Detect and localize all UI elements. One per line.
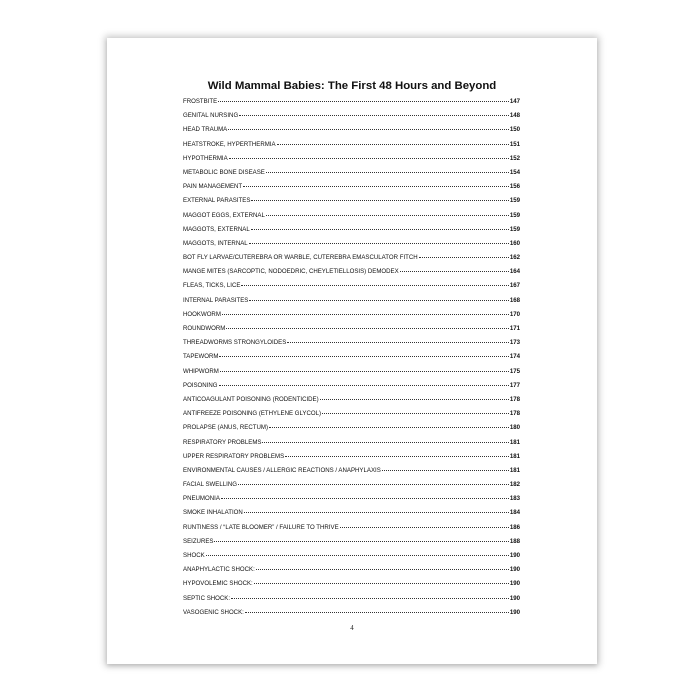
dot-leader	[254, 583, 509, 584]
dot-leader	[251, 229, 509, 230]
dot-leader	[285, 456, 509, 457]
toc-entry-label: TAPEWORM	[183, 353, 219, 361]
toc-entry[interactable]	[183, 509, 520, 523]
toc-entry-page-number: 183	[509, 495, 520, 503]
toc-entry-page-number: 178	[509, 410, 520, 418]
toc-entry[interactable]	[183, 98, 520, 112]
toc-entry-page-number: 173	[509, 339, 520, 347]
toc-entry-label: HOOKWORM	[183, 310, 221, 318]
toc-entry-page-number: 152	[509, 154, 520, 162]
toc-entry[interactable]	[183, 112, 520, 126]
dot-leader	[262, 442, 508, 443]
toc-entry-label: HYPOTHERMIA	[183, 154, 228, 162]
toc-entry-page-number: 188	[509, 537, 520, 545]
toc-entry-label: MAGGOTS, EXTERNAL	[183, 225, 250, 233]
dot-leader	[241, 285, 508, 286]
toc-entry-page-number: 147	[509, 98, 520, 105]
dot-leader	[219, 385, 509, 386]
toc-entry[interactable]	[183, 524, 520, 538]
dot-leader	[266, 172, 509, 173]
toc-entry-page-number: 170	[509, 310, 520, 318]
dot-leader	[226, 328, 509, 329]
dot-leader	[214, 541, 508, 542]
document-page	[107, 38, 597, 664]
toc-entry-page-number: 148	[509, 112, 520, 120]
toc-entry-label: SMOKE INHALATION	[183, 509, 243, 517]
toc-entry[interactable]	[183, 382, 520, 396]
toc-entry[interactable]	[183, 339, 520, 353]
toc-entry[interactable]	[183, 368, 520, 382]
toc-entry[interactable]	[183, 580, 520, 594]
toc-entry-page-number: 162	[509, 254, 520, 262]
toc-entry[interactable]	[183, 254, 520, 268]
toc-entry-label: SEPTIC SHOCK:	[183, 594, 231, 602]
table-of-contents	[183, 98, 520, 623]
page-title: Wild Mammal Babies: The First 48 Hours and Beyond	[207, 80, 497, 92]
dot-leader	[238, 484, 509, 485]
toc-entry-page-number: 190	[509, 552, 520, 559]
toc-entry-page-number: 159	[509, 211, 520, 219]
dot-leader	[218, 101, 509, 102]
toc-entry-label: WHIPWORM	[183, 367, 219, 375]
toc-entry-page-number: 167	[509, 282, 520, 290]
toc-entry[interactable]	[183, 353, 520, 367]
dot-leader	[251, 200, 508, 201]
toc-entry-page-number: 159	[509, 225, 520, 233]
toc-entry-label: EXTERNAL PARASITES	[183, 197, 251, 205]
toc-entry-page-number: 190	[509, 594, 520, 602]
toc-entry[interactable]	[183, 566, 520, 580]
dot-leader	[400, 271, 509, 272]
dot-leader	[320, 399, 509, 400]
toc-entry[interactable]	[183, 396, 520, 410]
toc-entry-label: BOT FLY LARVAE/CUTEREBRA OR WARBLE, CUTEREBRA EMASCULATOR FITCH	[183, 254, 418, 262]
toc-entry-label: POISONING	[183, 381, 218, 389]
dot-leader	[287, 342, 509, 343]
toc-entry[interactable]	[183, 126, 520, 140]
toc-entry[interactable]	[183, 240, 520, 254]
toc-entry-label: SEIZURES	[183, 537, 214, 545]
toc-entry-page-number: 186	[509, 523, 520, 531]
toc-entry-page-number: 159	[509, 197, 520, 205]
dot-leader	[419, 257, 509, 258]
dot-leader	[266, 215, 509, 216]
toc-entry-page-number: 190	[509, 608, 520, 616]
toc-entry-page-number: 181	[509, 452, 520, 460]
toc-entry-label: GENITAL NURSING	[183, 112, 239, 120]
dot-leader	[239, 115, 509, 116]
toc-entry[interactable]	[183, 481, 520, 495]
toc-entry[interactable]	[183, 325, 520, 339]
toc-entry-label: THREADWORMS STRONGYLOIDES	[183, 339, 287, 347]
dot-leader	[277, 144, 509, 145]
toc-entry-label: VASOGENIC SHOCK:	[183, 608, 244, 616]
dot-leader	[219, 356, 508, 357]
dot-leader	[231, 598, 509, 599]
toc-entry-page-number: 190	[509, 566, 520, 574]
toc-entry-label: FROSTBITE	[183, 98, 218, 105]
toc-entry-page-number: 190	[509, 580, 520, 588]
toc-entry-label: ANTIFREEZE POISONING (ETHYLENE GLYCOL)	[183, 410, 322, 418]
toc-entry[interactable]	[183, 311, 520, 325]
toc-entry-label: FACIAL SWELLING	[183, 481, 237, 489]
toc-entry[interactable]	[183, 538, 520, 552]
dot-leader	[269, 427, 509, 428]
dot-leader	[221, 498, 509, 499]
toc-entry[interactable]	[183, 212, 520, 226]
toc-entry-label: METABOLIC BONE DISEASE	[183, 168, 265, 176]
toc-entry-label: PNEUMONIA	[183, 495, 220, 503]
dot-leader	[245, 612, 509, 613]
toc-entry-page-number: 175	[509, 367, 520, 375]
toc-entry-label: FLEAS, TICKS, LICE	[183, 282, 241, 290]
toc-entry-page-number: 164	[509, 268, 520, 276]
toc-entry-label: UPPER RESPIRATORY PROBLEMS	[183, 452, 285, 460]
toc-entry[interactable]	[183, 169, 520, 183]
toc-entry[interactable]	[183, 552, 520, 566]
toc-entry[interactable]	[183, 424, 520, 438]
toc-entry-label: PROLAPSE (ANUS, RECTUM)	[183, 424, 268, 432]
toc-entry[interactable]	[183, 439, 520, 453]
dot-leader	[256, 569, 509, 570]
toc-entry-label: ANAPHYLACTIC SHOCK:	[183, 566, 255, 574]
toc-entry[interactable]	[183, 453, 520, 467]
toc-entry-label: HYPOVOLEMIC SHOCK:	[183, 580, 253, 588]
dot-leader	[382, 470, 509, 471]
toc-entry-label: MAGGOTS, INTERNAL	[183, 239, 248, 247]
toc-entry-page-number: 150	[509, 126, 520, 134]
toc-entry-label: ANTICOAGULANT POISONING (RODENTICIDE)	[183, 395, 319, 403]
toc-entry[interactable]	[183, 268, 520, 282]
toc-entry[interactable]	[183, 183, 520, 197]
toc-entry-label: SHOCK	[183, 552, 205, 559]
dot-leader	[220, 371, 509, 372]
toc-entry[interactable]	[183, 155, 520, 169]
toc-entry[interactable]	[183, 282, 520, 296]
toc-entry-page-number: 151	[509, 140, 520, 148]
toc-entry-label: INTERNAL PARASITES	[183, 296, 249, 304]
toc-entry-page-number: 181	[509, 438, 520, 446]
toc-entry-page-number: 168	[509, 296, 520, 304]
toc-entry-label: HEATSTROKE, HYPERTHERMIA	[183, 140, 276, 148]
toc-entry-page-number: 177	[509, 381, 520, 389]
toc-entry[interactable]	[183, 495, 520, 509]
toc-entry-page-number: 160	[509, 239, 520, 247]
toc-entry-page-number: 154	[509, 168, 520, 176]
toc-entry-page-number: 174	[509, 353, 520, 361]
dot-leader	[322, 413, 509, 414]
toc-entry-label: MAGGOT EGGS, EXTERNAL	[183, 211, 265, 219]
dot-leader	[340, 527, 509, 528]
toc-entry-label: HEAD TRAUMA	[183, 126, 228, 134]
toc-entry-page-number: 171	[509, 325, 520, 332]
toc-entry-page-number: 180	[509, 424, 520, 432]
toc-entry-label: ROUNDWORM	[183, 325, 226, 332]
toc-entry[interactable]	[183, 141, 520, 155]
dot-leader	[222, 314, 509, 315]
dot-leader	[249, 300, 508, 301]
dot-leader	[243, 186, 509, 187]
dot-leader	[244, 512, 509, 513]
toc-entry-page-number: 184	[509, 509, 520, 517]
toc-entry-page-number: 156	[509, 183, 520, 191]
toc-entry[interactable]	[183, 467, 520, 481]
dot-leader	[229, 158, 509, 159]
toc-entry-label: MANGE MITES (SARCOPTIC, NODOEDRIC, CHEYLETIELLOSIS) DEMODEX	[183, 268, 399, 276]
toc-entry-page-number: 181	[509, 466, 520, 474]
toc-entry-label: RESPIRATORY PROBLEMS	[183, 438, 262, 446]
toc-entry[interactable]	[183, 297, 520, 311]
toc-entry-label: RUNTINESS / “LATE BLOOMER” / FAILURE TO THRIVE	[183, 523, 339, 531]
toc-entry[interactable]	[183, 595, 520, 609]
dot-leader	[228, 129, 509, 130]
toc-entry[interactable]	[183, 197, 520, 211]
page-footer-number: 4	[350, 624, 354, 632]
toc-entry-label: ENVIRONMENTAL CAUSES / ALLERGIC REACTIONS / ANAPHYLAXIS	[183, 466, 381, 474]
toc-entry[interactable]	[183, 410, 520, 424]
toc-entry-label: PAIN MANAGEMENT	[183, 183, 243, 191]
toc-entry-page-number: 178	[509, 395, 520, 403]
dot-leader	[206, 555, 509, 556]
toc-entry[interactable]	[183, 226, 520, 240]
toc-entry[interactable]	[183, 609, 520, 623]
toc-entry-page-number: 182	[509, 481, 520, 489]
dot-leader	[249, 243, 509, 244]
